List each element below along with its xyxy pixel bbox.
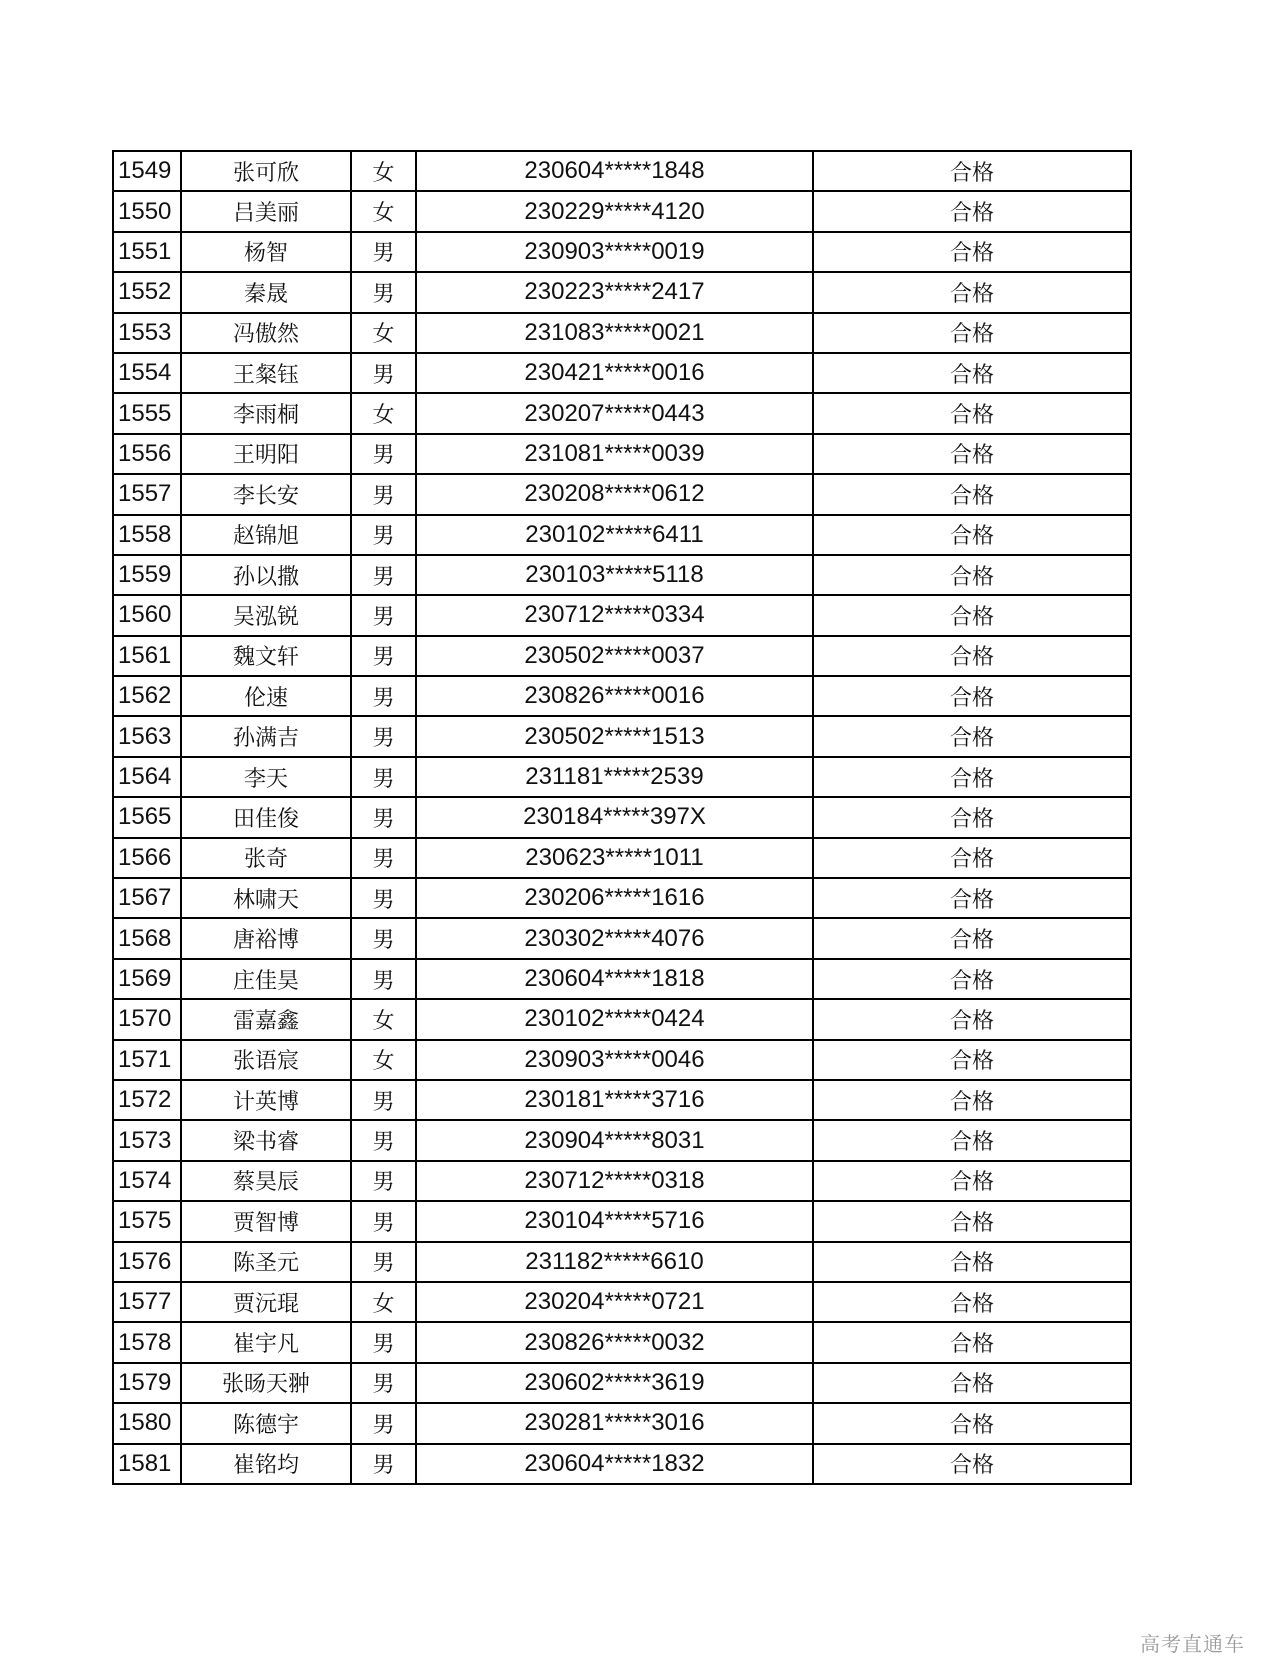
row-number-cell: 1562	[113, 676, 181, 716]
id-number-cell: 230103*****5118	[416, 555, 813, 595]
result-cell: 合格	[813, 313, 1131, 353]
gender-cell: 男	[351, 434, 416, 474]
gender-cell: 男	[351, 1242, 416, 1282]
result-cell: 合格	[813, 232, 1131, 272]
result-cell: 合格	[813, 1161, 1131, 1201]
row-number-cell: 1560	[113, 595, 181, 635]
id-number-cell: 231182*****6610	[416, 1242, 813, 1282]
gender-cell: 男	[351, 959, 416, 999]
row-number-cell: 1571	[113, 1040, 181, 1080]
table-row	[113, 636, 1131, 676]
result-cell: 合格	[813, 353, 1131, 393]
result-cell: 合格	[813, 1282, 1131, 1322]
row-number-cell: 1557	[113, 474, 181, 514]
student-name-cell: 计英博	[181, 1080, 351, 1120]
id-number-cell: 230421*****0016	[416, 353, 813, 393]
result-cell: 合格	[813, 1322, 1131, 1362]
student-name-cell: 王明阳	[181, 434, 351, 474]
table-row	[113, 1080, 1131, 1120]
gender-cell: 男	[351, 1403, 416, 1443]
gender-cell: 男	[351, 676, 416, 716]
table-row	[113, 1120, 1131, 1160]
gender-cell: 女	[351, 999, 416, 1039]
table-row	[113, 999, 1131, 1039]
table-row	[113, 393, 1131, 433]
id-number-cell: 230826*****0032	[416, 1322, 813, 1362]
student-name-cell: 伦速	[181, 676, 351, 716]
gender-cell: 男	[351, 555, 416, 595]
row-number-cell: 1565	[113, 797, 181, 837]
result-cell: 合格	[813, 757, 1131, 797]
results-table	[112, 150, 1132, 1485]
id-number-cell: 230229*****4120	[416, 191, 813, 231]
result-cell: 合格	[813, 1403, 1131, 1443]
gender-cell: 男	[351, 716, 416, 756]
result-cell: 合格	[813, 999, 1131, 1039]
table-row	[113, 1201, 1131, 1241]
row-number-cell: 1552	[113, 272, 181, 312]
result-cell: 合格	[813, 959, 1131, 999]
row-number-cell: 1575	[113, 1201, 181, 1241]
table-row	[113, 1363, 1131, 1403]
table-row	[113, 1322, 1131, 1362]
row-number-cell: 1574	[113, 1161, 181, 1201]
row-number-cell: 1563	[113, 716, 181, 756]
result-cell: 合格	[813, 191, 1131, 231]
gender-cell: 男	[351, 1444, 416, 1484]
id-number-cell: 230904*****8031	[416, 1120, 813, 1160]
row-number-cell: 1568	[113, 918, 181, 958]
results-table-body	[113, 151, 1131, 1484]
row-number-cell: 1579	[113, 1363, 181, 1403]
id-number-cell: 231083*****0021	[416, 313, 813, 353]
id-number-cell: 230903*****0019	[416, 232, 813, 272]
result-cell: 合格	[813, 797, 1131, 837]
student-name-cell: 吴泓锐	[181, 595, 351, 635]
row-number-cell: 1564	[113, 757, 181, 797]
table-row	[113, 959, 1131, 999]
table-row	[113, 918, 1131, 958]
id-number-cell: 231181*****2539	[416, 757, 813, 797]
student-name-cell: 贾沅琨	[181, 1282, 351, 1322]
table-row	[113, 716, 1131, 756]
row-number-cell: 1569	[113, 959, 181, 999]
row-number-cell: 1556	[113, 434, 181, 474]
result-cell: 合格	[813, 878, 1131, 918]
row-number-cell: 1551	[113, 232, 181, 272]
result-cell: 合格	[813, 1120, 1131, 1160]
student-name-cell: 吕美丽	[181, 191, 351, 231]
row-number-cell: 1580	[113, 1403, 181, 1443]
row-number-cell: 1581	[113, 1444, 181, 1484]
id-number-cell: 230712*****0318	[416, 1161, 813, 1201]
id-number-cell: 230826*****0016	[416, 676, 813, 716]
result-cell: 合格	[813, 434, 1131, 474]
result-cell: 合格	[813, 636, 1131, 676]
student-name-cell: 赵锦旭	[181, 515, 351, 555]
gender-cell: 男	[351, 1120, 416, 1160]
result-cell: 合格	[813, 474, 1131, 514]
student-name-cell: 李天	[181, 757, 351, 797]
student-name-cell: 魏文轩	[181, 636, 351, 676]
student-name-cell: 李长安	[181, 474, 351, 514]
id-number-cell: 230602*****3619	[416, 1363, 813, 1403]
gender-cell: 男	[351, 272, 416, 312]
row-number-cell: 1555	[113, 393, 181, 433]
result-cell: 合格	[813, 555, 1131, 595]
table-row	[113, 838, 1131, 878]
gender-cell: 男	[351, 232, 416, 272]
gender-cell: 男	[351, 515, 416, 555]
table-row	[113, 757, 1131, 797]
table-row	[113, 232, 1131, 272]
id-number-cell: 230223*****2417	[416, 272, 813, 312]
table-row	[113, 797, 1131, 837]
gender-cell: 男	[351, 1080, 416, 1120]
result-cell: 合格	[813, 151, 1131, 191]
row-number-cell: 1573	[113, 1120, 181, 1160]
id-number-cell: 230502*****0037	[416, 636, 813, 676]
table-row	[113, 595, 1131, 635]
student-name-cell: 梁书睿	[181, 1120, 351, 1160]
row-number-cell: 1572	[113, 1080, 181, 1120]
student-name-cell: 王粲钰	[181, 353, 351, 393]
table-row	[113, 1161, 1131, 1201]
row-number-cell: 1577	[113, 1282, 181, 1322]
row-number-cell: 1578	[113, 1322, 181, 1362]
table-row	[113, 151, 1131, 191]
student-name-cell: 陈圣元	[181, 1242, 351, 1282]
gender-cell: 男	[351, 1201, 416, 1241]
table-row	[113, 474, 1131, 514]
id-number-cell: 230712*****0334	[416, 595, 813, 635]
table-row	[113, 1040, 1131, 1080]
student-name-cell: 林啸天	[181, 878, 351, 918]
result-cell: 合格	[813, 1444, 1131, 1484]
gender-cell: 男	[351, 878, 416, 918]
id-number-cell: 230281*****3016	[416, 1403, 813, 1443]
student-name-cell: 秦晟	[181, 272, 351, 312]
row-number-cell: 1567	[113, 878, 181, 918]
row-number-cell: 1549	[113, 151, 181, 191]
student-name-cell: 张旸天翀	[181, 1363, 351, 1403]
result-cell: 合格	[813, 1242, 1131, 1282]
id-number-cell: 230184*****397X	[416, 797, 813, 837]
gender-cell: 女	[351, 313, 416, 353]
id-number-cell: 231081*****0039	[416, 434, 813, 474]
gender-cell: 女	[351, 1282, 416, 1322]
result-cell: 合格	[813, 716, 1131, 756]
gender-cell: 男	[351, 636, 416, 676]
table-row	[113, 1444, 1131, 1484]
id-number-cell: 230204*****0721	[416, 1282, 813, 1322]
row-number-cell: 1554	[113, 353, 181, 393]
result-cell: 合格	[813, 676, 1131, 716]
table-row	[113, 1403, 1131, 1443]
id-number-cell: 230604*****1818	[416, 959, 813, 999]
gender-cell: 男	[351, 595, 416, 635]
student-name-cell: 崔宇凡	[181, 1322, 351, 1362]
student-name-cell: 张可欣	[181, 151, 351, 191]
gender-cell: 男	[351, 1363, 416, 1403]
table-row	[113, 191, 1131, 231]
id-number-cell: 230208*****0612	[416, 474, 813, 514]
table-row	[113, 1282, 1131, 1322]
gender-cell: 女	[351, 1040, 416, 1080]
gender-cell: 男	[351, 1322, 416, 1362]
id-number-cell: 230604*****1832	[416, 1444, 813, 1484]
result-cell: 合格	[813, 1363, 1131, 1403]
result-cell: 合格	[813, 515, 1131, 555]
table-row	[113, 1242, 1131, 1282]
student-name-cell: 冯傲然	[181, 313, 351, 353]
watermark: 高考直通车	[1140, 1632, 1245, 1656]
gender-cell: 男	[351, 1161, 416, 1201]
student-name-cell: 庄佳昊	[181, 959, 351, 999]
table-row	[113, 434, 1131, 474]
student-name-cell: 田佳俊	[181, 797, 351, 837]
row-number-cell: 1576	[113, 1242, 181, 1282]
result-cell: 合格	[813, 1080, 1131, 1120]
id-number-cell: 230903*****0046	[416, 1040, 813, 1080]
result-cell: 合格	[813, 1040, 1131, 1080]
row-number-cell: 1550	[113, 191, 181, 231]
result-cell: 合格	[813, 393, 1131, 433]
student-name-cell: 唐裕博	[181, 918, 351, 958]
id-number-cell: 230623*****1011	[416, 838, 813, 878]
table-row	[113, 353, 1131, 393]
student-name-cell: 贾智博	[181, 1201, 351, 1241]
gender-cell: 女	[351, 393, 416, 433]
table-row	[113, 676, 1131, 716]
result-cell: 合格	[813, 838, 1131, 878]
result-cell: 合格	[813, 595, 1131, 635]
id-number-cell: 230206*****1616	[416, 878, 813, 918]
id-number-cell: 230604*****1848	[416, 151, 813, 191]
row-number-cell: 1558	[113, 515, 181, 555]
id-number-cell: 230104*****5716	[416, 1201, 813, 1241]
student-name-cell: 杨智	[181, 232, 351, 272]
table-row	[113, 272, 1131, 312]
row-number-cell: 1561	[113, 636, 181, 676]
gender-cell: 女	[351, 191, 416, 231]
row-number-cell: 1570	[113, 999, 181, 1039]
student-name-cell: 雷嘉鑫	[181, 999, 351, 1039]
student-name-cell: 李雨桐	[181, 393, 351, 433]
id-number-cell: 230181*****3716	[416, 1080, 813, 1120]
table-row	[113, 555, 1131, 595]
gender-cell: 男	[351, 474, 416, 514]
gender-cell: 男	[351, 797, 416, 837]
student-name-cell: 孙满吉	[181, 716, 351, 756]
id-number-cell: 230102*****0424	[416, 999, 813, 1039]
gender-cell: 女	[351, 151, 416, 191]
table-row	[113, 515, 1131, 555]
gender-cell: 男	[351, 838, 416, 878]
student-name-cell: 陈德宇	[181, 1403, 351, 1443]
student-name-cell: 蔡昊辰	[181, 1161, 351, 1201]
result-cell: 合格	[813, 918, 1131, 958]
student-name-cell: 张语宸	[181, 1040, 351, 1080]
result-cell: 合格	[813, 272, 1131, 312]
student-name-cell: 张奇	[181, 838, 351, 878]
gender-cell: 男	[351, 757, 416, 797]
student-name-cell: 崔铭均	[181, 1444, 351, 1484]
gender-cell: 男	[351, 353, 416, 393]
row-number-cell: 1553	[113, 313, 181, 353]
id-number-cell: 230302*****4076	[416, 918, 813, 958]
row-number-cell: 1566	[113, 838, 181, 878]
table-row	[113, 878, 1131, 918]
id-number-cell: 230102*****6411	[416, 515, 813, 555]
id-number-cell: 230502*****1513	[416, 716, 813, 756]
id-number-cell: 230207*****0443	[416, 393, 813, 433]
result-cell: 合格	[813, 1201, 1131, 1241]
table-row	[113, 313, 1131, 353]
student-name-cell: 孙以撒	[181, 555, 351, 595]
gender-cell: 男	[351, 918, 416, 958]
row-number-cell: 1559	[113, 555, 181, 595]
